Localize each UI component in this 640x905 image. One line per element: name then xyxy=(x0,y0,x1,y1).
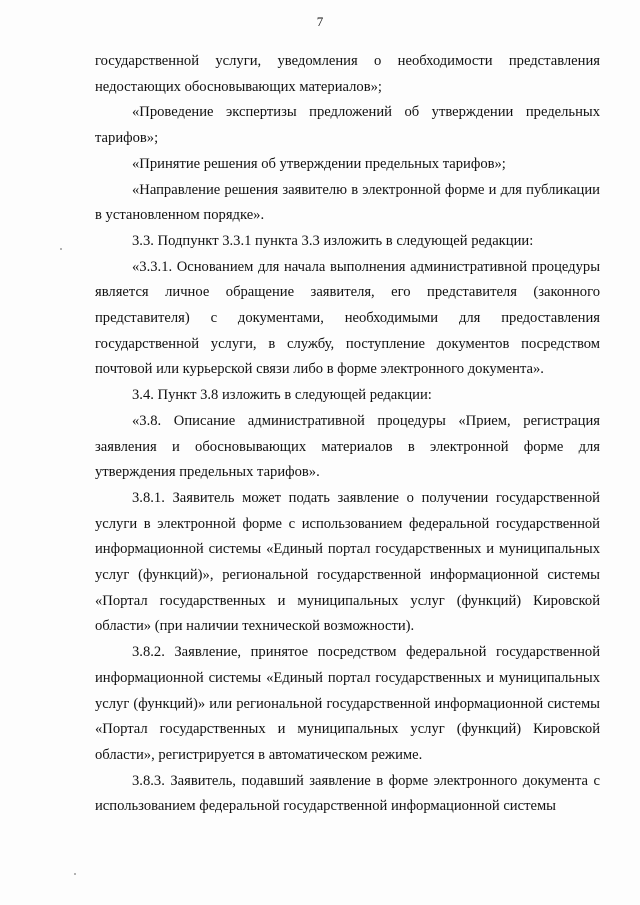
paragraph-10: 3.8.2. Заявление, принятое посредством федеральной государственной информационной системы «Единый портал государственных и муниципальных услуг (функций)» или региональной государственной информационной системы «Портал государственных и муниципальных услуг (функций) Кировской области», регистрируется в автоматическом режиме. xyxy=(95,644,600,763)
page-number: 7 xyxy=(316,14,324,29)
paragraph-3: «Принятие решения об утверждении предельных тарифов»; xyxy=(132,155,506,172)
scan-speck xyxy=(60,248,62,250)
paragraph-2: «Проведение экспертизы предложений об утверждении предельных тарифов»; xyxy=(95,104,600,147)
scan-speck xyxy=(74,873,76,875)
paragraph-9: 3.8.1. Заявитель может подать заявление о получении государственной услуги в электронной форме с использованием федеральной государственной информационной системы «Единый портал государственных и муниципальных услуг (функций)», региональной государственной информационной системы «Портал государственных и муниципальных услуг (функций) Кировской области» (при наличии технической возможности). xyxy=(95,489,600,635)
paragraph-11: 3.8.3. Заявитель, подавший заявление в форме электронного документа с использованием федеральной государственной информационной системы xyxy=(95,772,600,815)
document-body xyxy=(95,49,600,820)
paragraph-6: «3.3.1. Основанием для начала выполнения административной процедуры является личное обращение заявителя, его представителя (законного представителя) с документами, необходимыми для предоставления государственной услуги, в службу, поступление документов посредством почтовой или курьерской связи либо в форме электронного документа». xyxy=(95,258,600,378)
paragraph-1: государственной услуги, уведомления о необходимости представления недостающих обосновывающих материалов»; xyxy=(95,53,600,95)
paragraph-7: 3.4. Пункт 3.8 изложить в следующей редакции: xyxy=(132,387,432,404)
paragraph-5: 3.3. Подпункт 3.3.1 пункта 3.3 изложить в следующей редакции: xyxy=(132,232,534,249)
paragraph-8: «3.8. Описание административной процедуры «Прием, регистрация заявления и обосновывающих материалов в электронной форме для утверждения предельных тарифов». xyxy=(95,412,600,481)
paragraph-4: «Направление решения заявителю в электронной форме и для публикации в установленном порядке». xyxy=(95,181,600,224)
